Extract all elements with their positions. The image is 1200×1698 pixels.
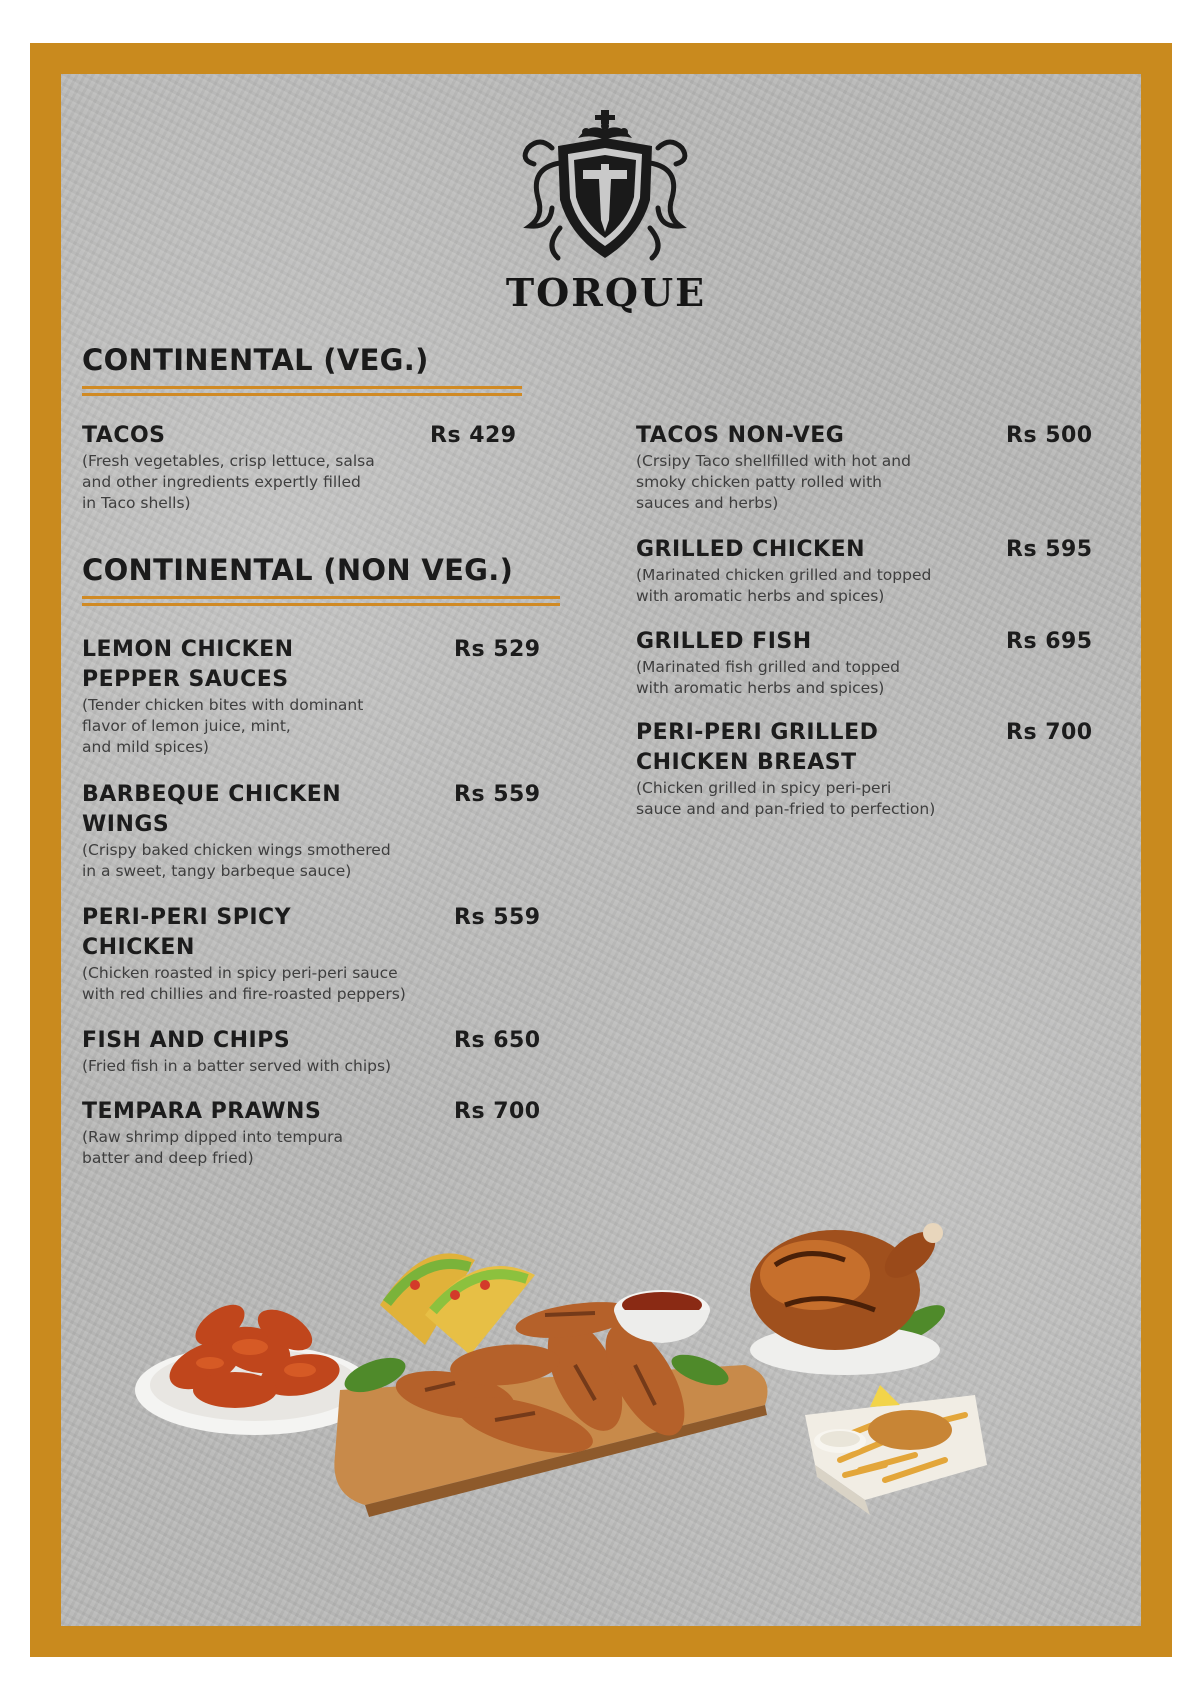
item-description: (Raw shrimp dipped into tempura batter and deep fried) — [82, 1128, 344, 1167]
item-name: TACOS — [82, 423, 166, 448]
item-price: Rs 700 — [454, 1099, 541, 1124]
menu-item-grilled-chicken — [636, 535, 1106, 607]
item-price: Rs 559 — [454, 782, 541, 807]
item-price: Rs 695 — [1006, 629, 1093, 654]
menu-item-tempura-prawns — [82, 1097, 552, 1169]
item-price: Rs 429 — [430, 423, 517, 448]
item-description: (Fresh vegetables, crisp lettuce, salsa and other ingredients expertly filled in Taco shells) — [82, 452, 375, 512]
item-name: PERI-PERI SPICY CHICKEN — [82, 905, 292, 960]
item-description: (Tender chicken bites with dominant flavor of lemon juice, mint, and mild spices) — [82, 696, 364, 756]
menu-item-lemon-chicken — [82, 635, 552, 758]
tacos-icon — [380, 1253, 535, 1355]
item-name: FISH AND CHIPS — [82, 1028, 291, 1053]
item-name: TACOS NON-VEG — [636, 423, 845, 448]
menu-item-peri-peri-grilled-breast — [636, 718, 1106, 820]
item-name: LEMON CHICKEN PEPPER SAUCES — [82, 637, 294, 692]
fish-and-chips-icon — [805, 1385, 987, 1515]
item-name: GRILLED CHICKEN — [636, 537, 866, 562]
menu-item-peri-peri-spicy — [82, 903, 552, 1005]
item-price: Rs 529 — [454, 637, 541, 662]
item-price: Rs 595 — [1006, 537, 1093, 562]
section-rule-nonveg — [82, 596, 560, 606]
section-rule-veg — [82, 386, 522, 396]
item-name: GRILLED FISH — [636, 629, 812, 654]
item-price: Rs 500 — [1006, 423, 1093, 448]
menu-item-fish-and-chips — [82, 1026, 552, 1077]
roast-chicken-icon — [750, 1223, 943, 1375]
item-description: (Fried fish in a batter served with chips) — [82, 1057, 392, 1075]
menu-item-tacos — [82, 421, 552, 514]
item-price: Rs 700 — [1006, 720, 1093, 745]
item-description: (Marinated chicken grilled and topped with aromatic herbs and spices) — [636, 566, 932, 605]
item-description: (Chicken grilled in spicy peri-peri sauce and and pan-fried to perfection) — [636, 779, 936, 818]
item-name: TEMPARA PRAWNS — [82, 1099, 322, 1124]
item-description: (Marinated fish grilled and topped with aromatic herbs and spices) — [636, 658, 901, 697]
section-title-veg: CONTINENTAL (VEG.) — [82, 343, 429, 377]
item-price: Rs 559 — [454, 905, 541, 930]
item-name: PERI-PERI GRILLED CHICKEN BREAST — [636, 720, 879, 775]
item-price: Rs 650 — [454, 1028, 541, 1053]
item-description: (Chicken roasted in spicy peri-peri sauce with red chillies and fire-roasted peppers) — [82, 964, 406, 1003]
item-description: (Crsipy Taco shellfilled with hot and smoky chicken patty rolled with sauces and herbs) — [636, 452, 911, 512]
item-name: BARBEQUE CHICKEN WINGS — [82, 782, 342, 837]
section-title-nonveg: CONTINENTAL (NON VEG.) — [82, 553, 514, 587]
brand-name: TORQUE — [505, 270, 707, 315]
menu-item-bbq-wings — [82, 780, 552, 882]
menu-item-tacos-non-veg — [636, 421, 1106, 514]
item-description: (Crispy baked chicken wings smothered in a sweet, tangy barbeque sauce) — [82, 841, 391, 880]
food-illustration — [125, 1215, 1075, 1555]
menu-item-grilled-fish — [636, 627, 1106, 699]
